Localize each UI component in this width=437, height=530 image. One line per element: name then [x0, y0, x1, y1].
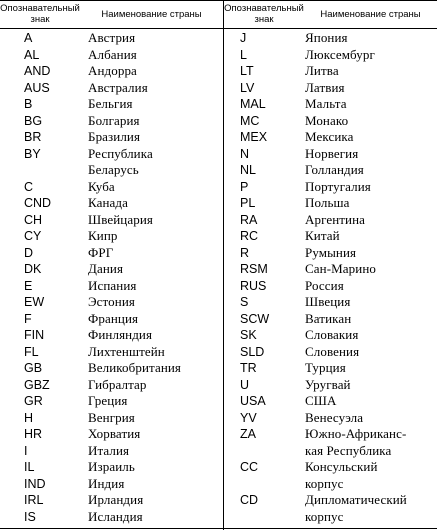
table-cell-code: SCW — [240, 311, 270, 326]
table-cell-code: P — [240, 179, 249, 194]
table-cell-country: Польша — [305, 195, 350, 210]
table-cell-country: Голландия — [305, 162, 364, 177]
column-divider — [223, 0, 224, 530]
table-cell-country: Словения — [305, 343, 360, 359]
table-cell-code: B — [24, 97, 33, 111]
table-cell-code: CND — [24, 196, 52, 210]
table-cell-code: RA — [240, 212, 258, 227]
table-cell-country: Турция — [305, 360, 346, 375]
table-cell-code: U — [240, 377, 250, 392]
table-cell-country: Куба — [88, 178, 115, 194]
table-cell-country: Лихтенштейн — [88, 343, 165, 359]
table-cell-country: Греция — [88, 393, 128, 408]
table-cell-code: F — [24, 311, 32, 326]
table-cell-country: Япония — [305, 30, 348, 45]
table-cell-country: Россия — [305, 277, 344, 293]
table-cell-code: CC — [240, 460, 259, 474]
table-cell-code: GBZ — [24, 377, 50, 392]
table-cell-code: H — [24, 410, 34, 425]
table-cell-code: GR — [24, 394, 43, 408]
table-cell-country: Франция — [88, 310, 139, 326]
table-cell-country: Кипр — [88, 228, 118, 243]
table-cell-code: LV — [240, 80, 255, 95]
header-code-right: Опознавательный знак — [224, 3, 304, 25]
table-cell-country: Индия — [88, 475, 125, 491]
table-cell-code: N — [240, 146, 250, 161]
table-cell-code: GB — [24, 361, 43, 375]
table-cell-country: корпус — [305, 508, 344, 524]
table-cell-country: Мексика — [305, 129, 354, 144]
table-cell-country: Венгрия — [88, 409, 135, 425]
table-cell-country: ФРГ — [88, 244, 114, 260]
table-cell-country: Португалия — [305, 178, 371, 194]
table-cell-country: Ирландия — [88, 492, 144, 507]
table-cell-country: Андорра — [88, 63, 137, 78]
table-cell-country: Гибралтар — [88, 376, 147, 392]
table-cell-code: R — [240, 245, 250, 260]
table-cell-code: DK — [24, 262, 42, 276]
table-cell-country: Италия — [88, 442, 130, 458]
table-cell-code: J — [240, 31, 247, 45]
table-cell-code: BG — [24, 113, 43, 128]
table-cell-country: Республика — [88, 145, 153, 161]
table-cell-country: Литва — [305, 63, 339, 78]
table-cell-code: CD — [240, 493, 259, 507]
table-cell-code: MEX — [240, 130, 268, 144]
table-cell-code: HR — [24, 427, 43, 441]
table-cell-code: MAL — [240, 97, 266, 111]
table-cell-country: США — [305, 393, 337, 408]
table-cell-country: Сан-Марино — [305, 261, 376, 276]
table-cell-country: Китай — [305, 228, 340, 243]
table-cell-code: MC — [240, 113, 260, 128]
table-cell-code: A — [24, 31, 33, 45]
table-cell-code: YV — [240, 410, 257, 425]
table-cell-country: Аргентина — [305, 211, 366, 227]
table-cell-code: BR — [24, 130, 42, 144]
table-cell-country: Хорватия — [88, 426, 141, 441]
table-cell-country: Дипломатический — [305, 492, 407, 507]
table-cell-country: кая Республика — [305, 442, 392, 458]
table-cell-country: Эстония — [88, 294, 135, 309]
table-cell-code: IND — [24, 476, 46, 491]
table-cell-country: Словакия — [305, 327, 359, 342]
header-country-right: Наименование страны — [320, 8, 421, 20]
table-cell-code: I — [24, 443, 28, 458]
table-cell-code: RUS — [240, 278, 267, 293]
table-cell-country: Люксембург — [305, 46, 375, 62]
header-country-left: Наименование страны — [101, 8, 202, 20]
table-cell-country: Израиль — [88, 459, 135, 474]
table-cell-country: Беларусь — [88, 162, 139, 177]
table-cell-country: Албания — [88, 46, 137, 62]
table-cell-code: LT — [240, 64, 254, 78]
table-cell-country: Исландия — [88, 508, 143, 524]
table-cell-country: Южно-Африканс- — [305, 426, 407, 441]
table-cell-country: Финляндия — [88, 327, 153, 342]
table-cell-code: FIN — [24, 328, 45, 342]
table-cell-code: IS — [24, 509, 36, 524]
header-code-left: Опознавательный знак — [0, 3, 80, 25]
table-cell-country: Уругвай — [305, 376, 351, 392]
table-cell-country: Швейцария — [88, 211, 153, 227]
table-cell-country: Канада — [88, 195, 128, 210]
table-cell-country: Бельгия — [88, 96, 133, 111]
table-cell-code: USA — [240, 394, 266, 408]
table-cell-country: Великобритания — [88, 360, 182, 375]
table-cell-country: Мальта — [305, 96, 347, 111]
table-cell-country: Австралия — [88, 79, 148, 95]
table-cell-country: Болгария — [88, 112, 140, 128]
table-cell-country: Австрия — [88, 30, 136, 45]
table-cell-code: PL — [240, 196, 256, 210]
table-cell-country: Бразилия — [88, 129, 141, 144]
table-cell-code: AND — [24, 64, 51, 78]
table-cell-country: Венесуэла — [305, 409, 364, 425]
table-cell-code: IL — [24, 460, 35, 474]
table-cell-code: L — [240, 47, 247, 62]
table-cell-country: Швеция — [305, 294, 351, 309]
table-cell-code: C — [24, 179, 34, 194]
table-cell-code: IRL — [24, 493, 44, 507]
table-cell-country: Латвия — [305, 79, 345, 95]
table-cell-code: TR — [240, 361, 257, 375]
table-cell-code: FL — [24, 344, 39, 359]
table-cell-country: Норвегия — [305, 145, 359, 161]
table-cell-country: Консульский — [305, 459, 378, 474]
table-cell-code: EW — [24, 295, 45, 309]
table-cell-code: D — [24, 245, 34, 260]
table-cell-code: AL — [24, 47, 40, 62]
table-cell-code: SK — [240, 328, 257, 342]
table-top-rule — [0, 0, 437, 1]
table-cell-country: Дания — [88, 261, 124, 276]
table-cell-country: Испания — [88, 277, 137, 293]
table-cell-code: BY — [24, 146, 41, 161]
table-cell-country: Монако — [305, 112, 349, 128]
table-cell-code: AUS — [24, 80, 50, 95]
table-cell-code: SLD — [240, 344, 265, 359]
table-cell-code: RC — [240, 229, 259, 243]
table-cell-code: RSM — [240, 262, 268, 276]
header-bottom-rule — [0, 28, 437, 29]
table-bottom-rule — [0, 528, 437, 529]
table-cell-country: корпус — [305, 475, 344, 491]
table-cell-country: Румыния — [305, 244, 357, 260]
table-cell-code: E — [24, 278, 33, 293]
table-cell-code: ZA — [240, 427, 256, 441]
table-cell-country: Ватикан — [305, 310, 352, 326]
table-cell-code: CY — [24, 229, 42, 243]
table-cell-code: NL — [240, 163, 256, 177]
table-cell-code: CH — [24, 212, 43, 227]
table-cell-code: S — [240, 295, 249, 309]
